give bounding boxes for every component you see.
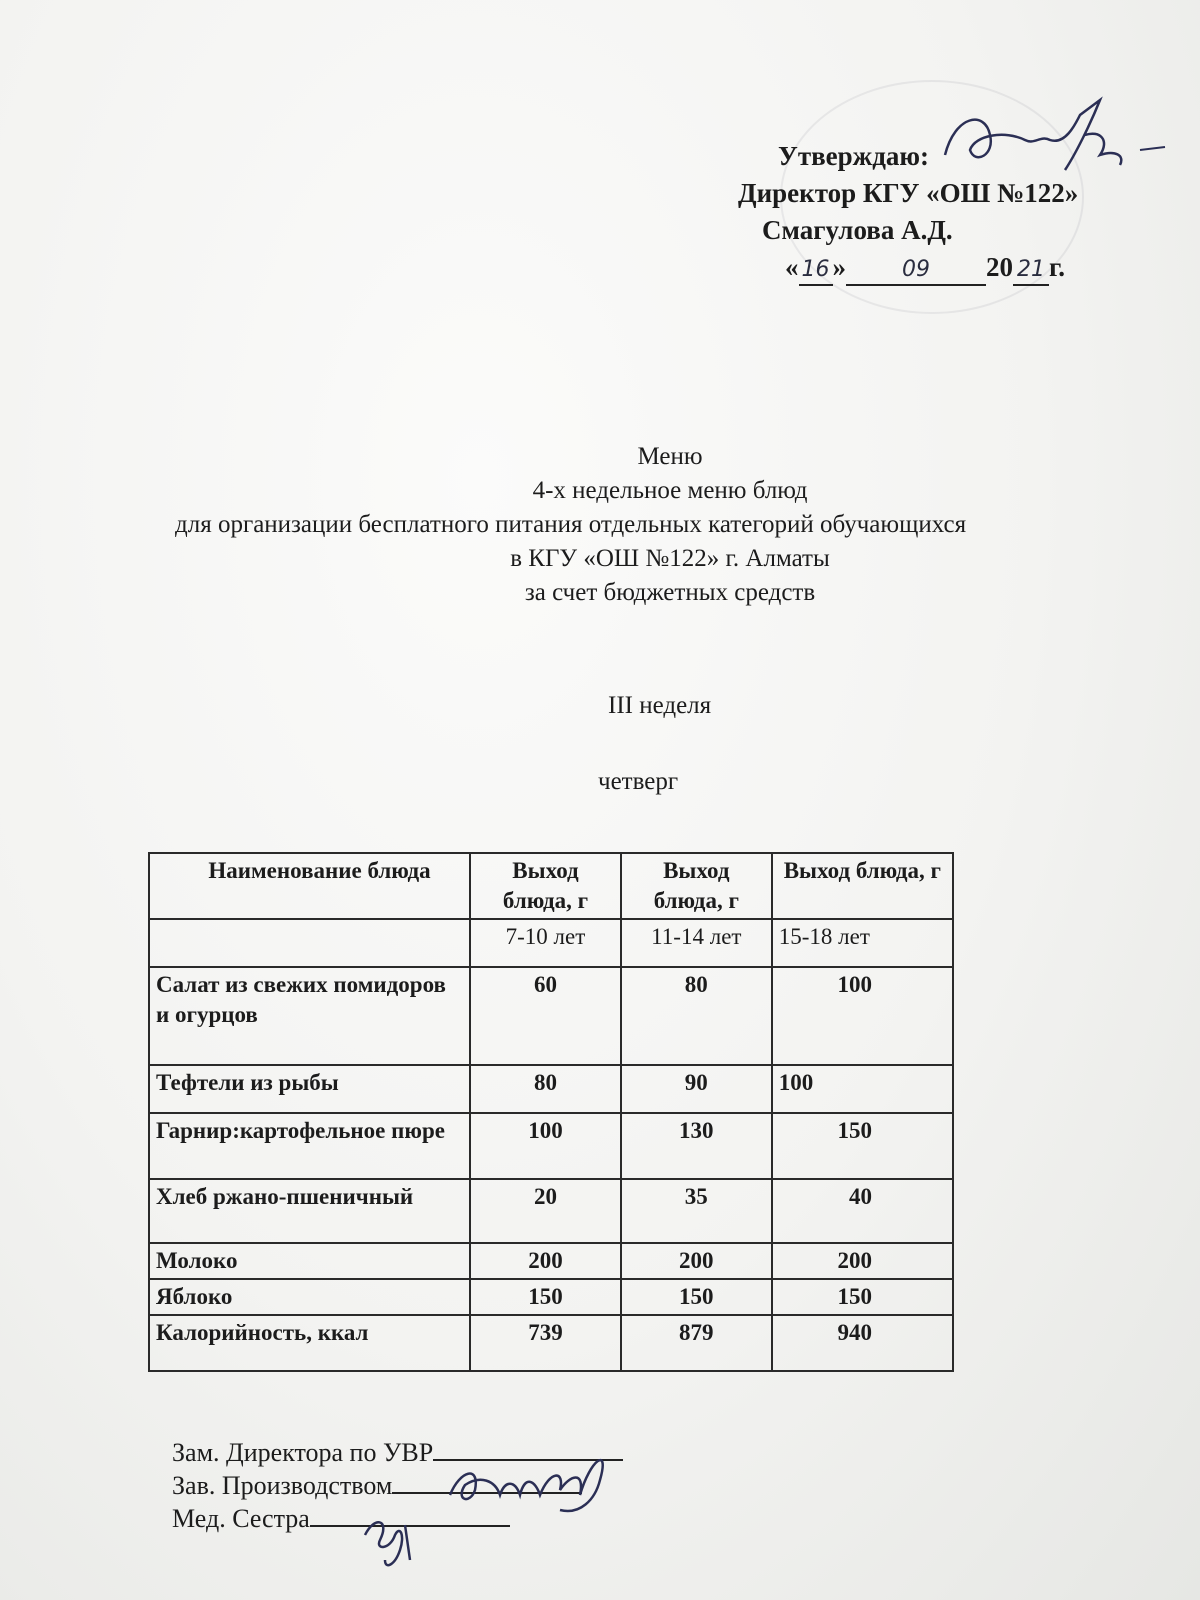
yield-15-18: 100	[772, 967, 953, 1065]
title-line2: 4-х недельное меню блюд	[532, 477, 808, 504]
title-line4: в КГУ «ОШ №122» г. Алматы	[510, 545, 830, 572]
yield-15-18: 150	[772, 1113, 953, 1179]
nurse-signature	[355, 1505, 435, 1575]
director-signature	[915, 95, 1175, 185]
date-day: 16	[799, 256, 833, 286]
table-row	[149, 1279, 953, 1315]
title-line5: за счет бюджетных средств	[524, 579, 816, 606]
yield-15-18: 40	[772, 1179, 953, 1243]
yield-7-10: 150	[470, 1279, 621, 1315]
table-header-row	[149, 853, 953, 919]
date-open-quote: «	[785, 252, 799, 282]
yield-7-10: 100	[470, 1113, 621, 1179]
nurse-label: Мед. Сестра	[172, 1504, 310, 1533]
production-label: Зав. Производством	[172, 1471, 393, 1500]
age-group-11-14: 11-14 лет	[621, 919, 772, 967]
production-signature	[440, 1440, 640, 1520]
table-row	[149, 1065, 953, 1113]
date-year-suffix: 21	[1013, 256, 1049, 286]
yield-15-18: 200	[772, 1243, 953, 1279]
date-month: 09	[846, 256, 986, 286]
dish-name: Яблоко	[149, 1279, 470, 1315]
title-line1: Меню	[637, 443, 703, 470]
yield-11-14: 200	[621, 1243, 772, 1279]
table-row	[149, 1243, 953, 1279]
yield-15-18: 150	[772, 1279, 953, 1315]
menu-table	[148, 852, 954, 1372]
dish-name: Гарнир:картофельное пюре	[149, 1113, 470, 1179]
age-group-7-10: 7-10 лет	[470, 919, 621, 967]
age-empty-cell	[149, 919, 470, 967]
header-yield-col1: Выход блюда, г	[470, 853, 621, 919]
deputy-label: Зам. Директора по УВР	[172, 1438, 434, 1467]
dish-name: Салат из свежих помидоров и огурцов	[149, 967, 470, 1065]
yield-11-14: 35	[621, 1179, 772, 1243]
dish-name: Хлеб ржано-пшеничный	[149, 1179, 470, 1243]
week-label: III неделя	[608, 692, 712, 719]
table-row	[149, 967, 953, 1065]
yield-15-18: 100	[772, 1065, 953, 1113]
yield-7-10: 60	[470, 967, 621, 1065]
header-yield-col3: Выход блюда, г	[772, 853, 953, 919]
yield-11-14: 150	[621, 1279, 772, 1315]
yield-7-10: 739	[470, 1315, 621, 1371]
day-label: четверг	[598, 768, 679, 795]
yield-7-10: 20	[470, 1179, 621, 1243]
approval-name: Смагулова А.Д.	[762, 215, 953, 245]
yield-11-14: 90	[621, 1065, 772, 1113]
yield-11-14: 80	[621, 967, 772, 1065]
dish-name: Молоко	[149, 1243, 470, 1279]
date-close-quote: »	[832, 252, 846, 282]
yield-7-10: 80	[470, 1065, 621, 1113]
header-yield-col2: Выход блюда, г	[621, 853, 772, 919]
table-age-row	[149, 919, 953, 967]
table-row	[149, 1113, 953, 1179]
table-row-total	[149, 1315, 953, 1371]
age-group-15-18: 15-18 лет	[772, 919, 953, 967]
yield-11-14: 879	[621, 1315, 772, 1371]
yield-7-10: 200	[470, 1243, 621, 1279]
approval-director: Директор КГУ «ОШ №122»	[738, 178, 1079, 208]
dish-name: Тефтели из рыбы	[149, 1065, 470, 1113]
yield-11-14: 130	[621, 1113, 772, 1179]
table-row	[149, 1179, 953, 1243]
yield-15-18: 940	[772, 1315, 953, 1371]
date-year-prefix: 20	[986, 252, 1013, 282]
approval-date	[730, 249, 1170, 286]
date-year-end: г.	[1049, 252, 1065, 282]
approval-label: Утверждаю:	[778, 141, 930, 171]
menu-title-block	[0, 440, 1200, 610]
dish-name: Калорийность, ккал	[149, 1315, 470, 1371]
title-line3: для организации бесплатного питания отдельных категорий обучающихся	[175, 511, 967, 538]
header-dish-name: Наименование блюда	[149, 853, 470, 919]
